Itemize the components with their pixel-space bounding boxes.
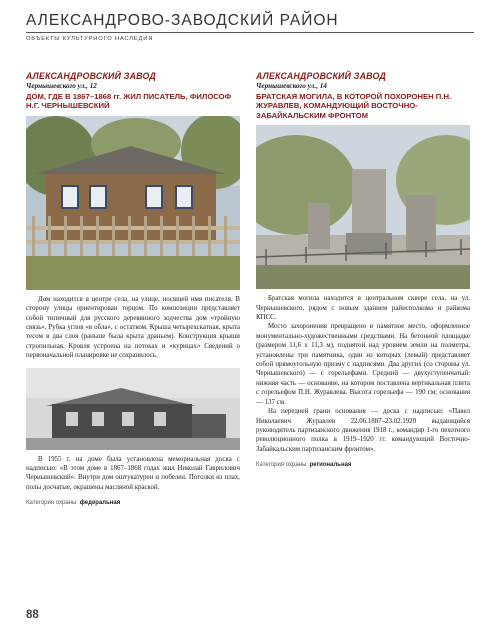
- right-text: [256, 294, 470, 454]
- left-text-2: [26, 455, 240, 493]
- left-column: [26, 71, 240, 506]
- page-header: [26, 12, 474, 42]
- left-paragraph: В 1955 г. на доме была установлена мемориальная доска с надписью: «В этом доме в 1867–1868 годах жил Николай Гаврилович Чернышевский». Внутри дом оштукатурен и побелен. Потолки из плах, полы досчатые, окрашены масляной краской.: [26, 455, 240, 491]
- right-paragraph: Братская могила находится в центральном сквере села, на ул. Чернышевского, рядом с новым зданием райисполкома и райкома КПСС.: [256, 295, 470, 322]
- page-number: 88: [26, 609, 39, 621]
- right-section-title: АЛЕКСАНДРОВСКИЙ ЗАВОД: [256, 71, 386, 81]
- category-label: Категория охраны:: [26, 500, 78, 507]
- right-column: [256, 71, 470, 468]
- left-text-1: [26, 295, 240, 361]
- right-address: Чернышевского ул., 14: [256, 82, 327, 90]
- house-color-photo: [26, 116, 240, 290]
- category-value: региональная: [309, 462, 352, 469]
- category-label: Категория охраны:: [256, 462, 308, 469]
- page-title: АЛЕКСАНДРОВО-ЗАВОДСКИЙ РАЙОН: [26, 12, 339, 29]
- header-rule: [26, 32, 474, 33]
- house-bw-photo: [26, 368, 240, 450]
- memorial-photo: [256, 125, 470, 289]
- left-paragraph: Дом находится в центре села, на улице, носящей имя писателя. В сторону улицы ориентирован торцом. По композиции представляет собой типичный для русского деревянного зодчества дом «тройную связь». Рубка углов «в обла», с остатком. Крыша четырехскатная, крыта тесом в два слоя (раньше была крыта драньем). Конструкция крыши стропильная. Кровля устроена на потоках и «курицах» Сведений о первоначальной планировке не сохранилось.: [26, 295, 240, 360]
- left-section-title: АЛЕКСАНДРОВСКИЙ ЗАВОД: [26, 71, 156, 81]
- left-headline: ДОМ, ГДЕ В 1867–1868 гг. ЖИЛ ПИСАТЕЛЬ, ФИЛОСОФ Н.Г. ЧЕРНЫШЕВСКИЙ: [26, 92, 232, 111]
- category-value: федеральная: [79, 500, 121, 507]
- left-address: Чернышевского ул., 12: [26, 82, 97, 90]
- right-headline: БРАТСКАЯ МОГИЛА, В КОТОРОЙ ПОХОРОНЕН П.Н. ЖУРАВЛЕВ, КОМАНДУЮЩИЙ ВОСТОЧНО-ЗАБАЙКАЛЬСКИМ ФРОНТОМ: [256, 92, 452, 120]
- right-paragraph: На передней грани основания — доска с надписью: «Павел Николаевич Журавлев 22.06.1887–23.02.1920 выдающийся руководитель партизанского движения 1918 г., командир 1-го пехотного революционного полка в 1919–1920 гг. командующий Восточно-Забайкальским партизанским фронтом».: [256, 408, 470, 453]
- right-category: [256, 462, 470, 468]
- left-category: [26, 500, 240, 506]
- page-subtitle: ОБЪЕКТЫ КУЛЬТУРНОГО НАСЛЕДИЯ: [26, 36, 154, 42]
- right-paragraph: Место захоронения превращено в памятное место, оформленное монументально-художественными средствами. На бетонной площадке (размером 11,6 х 11,3 м), поднятой над уровнем земли на полметра, установлены три памятника, один из которых (левый) представляет собой прямоугольную призму с надписями. Два других (со стороны ул. Чернышевского) — с горельефами. Средний — двухуступенчатый: нижняя часть — основание, на котором поставлена вертикальная плита с горельефом П.Н. Журавлева. Высота горельефа — 190 см; основания — 137 см.: [256, 323, 470, 406]
